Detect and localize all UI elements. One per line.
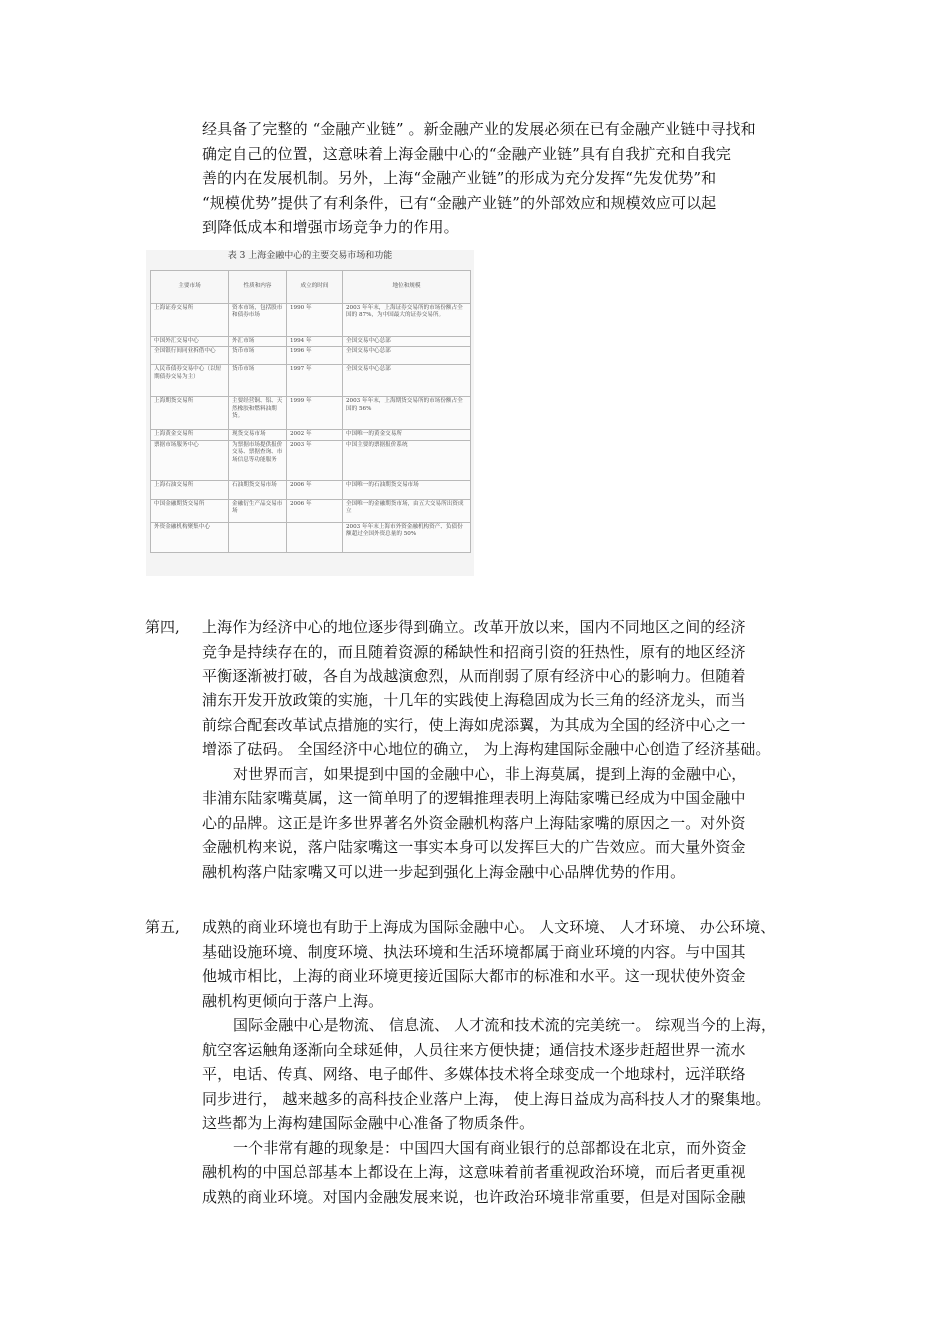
- table-cell: 全国唯一的金融期货市场，由五大交易所出资成立: [343, 499, 471, 522]
- market-table-figure: [146, 250, 474, 576]
- table-row: [151, 480, 471, 499]
- table-cell: 2003 年年末，上海期货交易所的市场份额占全国的 56%: [343, 397, 471, 430]
- text-line: 成熟的商业环境也有助于上海成为国际金融中心。 人文环境、 人才环境、 办公环境、: [202, 918, 776, 936]
- table-cell: 全国交易中心总部: [343, 365, 471, 397]
- table-cell: 上海石油交易所: [151, 480, 229, 499]
- market-table: [150, 270, 471, 553]
- table-header-cell: 性质和内容: [229, 271, 287, 304]
- table-cell: 货币市场: [229, 347, 287, 365]
- text-line: 平，电话、传真、网络、电子邮件、多媒体技术将全球变成一个地球村，远洋联络: [202, 1065, 746, 1083]
- table-cell: 中国唯一的石油期货交易市场: [343, 480, 471, 499]
- table-cell: 上海期货交易所: [151, 397, 229, 430]
- table-cell: 1990 年: [287, 304, 343, 337]
- table-cell: 1999 年: [287, 397, 343, 430]
- table-row: [151, 397, 471, 430]
- text-line: 前综合配套改革试点措施的实行，使上海如虎添翼，为其成为全国的经济中心之一: [202, 716, 746, 734]
- section-label: 第四,: [145, 618, 180, 636]
- text-line: 经具备了完整的 “金融产业链” 。新金融产业的发展必须在已有金融产业链中寻找和: [202, 120, 756, 138]
- text-line: 他城市相比，上海的商业环境更接近国际大都市的标准和水平。这一现状使外资金: [202, 967, 746, 985]
- text-line: 非浦东陆家嘴莫属，这一简单明了的逻辑推理表明上海陆家嘴已经成为中国金融中: [202, 789, 746, 807]
- table-cell: 全国交易中心总部: [343, 337, 471, 347]
- table-row: [151, 499, 471, 522]
- text-line: 国际金融中心是物流、 信息流、 人才流和技术流的完美统一。 综观当今的上海，: [233, 1016, 777, 1034]
- table-cell: 中国金融期货交易所: [151, 499, 229, 522]
- text-line: 融机构更倾向于落户上海。: [202, 992, 384, 1010]
- table-cell: 外汇市场: [229, 337, 287, 347]
- table-cell: 中国主要的票据报价系统: [343, 440, 471, 480]
- table-row: [151, 430, 471, 440]
- table-cell: 1996 年: [287, 347, 343, 365]
- table-cell: [229, 522, 287, 552]
- table-cell: 1994 年: [287, 337, 343, 347]
- table-cell: 货币市场: [229, 365, 287, 397]
- text-line: 一个非常有趣的现象是：中国四大国有商业银行的总部都设在北京，而外资金: [233, 1139, 747, 1157]
- table-row: [151, 347, 471, 365]
- table-cell: 现货交易市场: [229, 430, 287, 440]
- text-line: 这些都为上海构建国际金融中心准备了物质条件。: [202, 1114, 535, 1132]
- section-label: 第五,: [145, 918, 180, 936]
- text-line: 成熟的商业环境。对国内金融发展来说，也许政治环境非常重要，但是对国际金融: [202, 1188, 746, 1206]
- table-cell: 2003 年年末上海市外资金融机构资产、负债份额超过全国外资总量的 50%: [343, 522, 471, 552]
- text-line: 金融机构来说，落户陆家嘴这一事实本身可以发挥巨大的广告效应。而大量外资金: [202, 838, 746, 856]
- table-cell: 中国外汇交易中心: [151, 337, 229, 347]
- text-line: 到降低成本和增强市场竞争力的作用。: [202, 218, 459, 236]
- table-header-cell: 主要市场: [151, 271, 229, 304]
- table-cell: 2002 年: [287, 430, 343, 440]
- table-cell: 1997 年: [287, 365, 343, 397]
- text-line: 融机构的中国总部基本上都设在上海，这意味着前者重视政治环境，而后者更重视: [202, 1163, 746, 1181]
- table-row: [151, 522, 471, 552]
- text-line: 基础设施环境、制度环境、执法环境和生活环境都属于商业环境的内容。与中国其: [202, 943, 746, 961]
- text-line: 竞争是持续存在的，而且随着资源的稀缺性和招商引资的狂热性，原有的地区经济: [202, 643, 746, 661]
- table-cell: [287, 522, 343, 552]
- text-line: 航空客运触角逐渐向全球延伸，人员往来方便快捷；通信技术逐步赶超世界一流水: [202, 1041, 746, 1059]
- text-line: “规模优势”提供了有利条件，已有“金融产业链”的外部效应和规模效应可以起: [202, 194, 717, 212]
- table-cell: 人民币债券交易中心（以短期债券交易为主）: [151, 365, 229, 397]
- text-line: 融机构落户陆家嘴又可以进一步起到强化上海金融中心品牌优势的作用。: [202, 863, 686, 881]
- text-line: 平衡逐渐被打破，各自为战越演愈烈，从而削弱了原有经济中心的影响力。但随着: [202, 667, 746, 685]
- table-cell: 2003 年: [287, 440, 343, 480]
- table-cell: 2006 年: [287, 480, 343, 499]
- table-cell: 中国唯一的黄金交易所: [343, 430, 471, 440]
- table-cell: 2006 年: [287, 499, 343, 522]
- text-line: 增添了砝码。 全国经济中心地位的确立， 为上海构建国际金融中心创造了经济基础。: [202, 740, 771, 758]
- table-row: [151, 337, 471, 347]
- text-line: 心的品牌。这正是许多世界著名外资金融机构落户上海陆家嘴的原因之一。对外资: [202, 814, 746, 832]
- table-row: [151, 440, 471, 480]
- table-cell: 金融衍生产品交易市场: [229, 499, 287, 522]
- table-header-row: [151, 271, 471, 304]
- text-line: 善的内在发展机制。另外，上海“金融产业链”的形成为充分发挥“先发优势”和: [202, 169, 717, 187]
- table-caption: 表 3 上海金融中心的主要交易市场和功能: [227, 251, 393, 261]
- text-line: 同步进行， 越来越多的高科技企业落户上海， 使上海日益成为高科技人才的聚集地。: [202, 1090, 771, 1108]
- table-cell: 2003 年年末，上海证券交易所的市场份额占全国的 87%，为中国最大的证券交易所。: [343, 304, 471, 337]
- table-cell: 主要经营铜、铝、天然橡胶和燃料油期货。: [229, 397, 287, 430]
- table-cell: 石油期货交易市场: [229, 480, 287, 499]
- table-cell: 外资金融机构聚集中心: [151, 522, 229, 552]
- text-line: 确定自己的位置，这意味着上海金融中心的“金融产业链”具有自我扩充和自我完: [202, 145, 731, 163]
- text-line: 浦东开发开放政策的实施，十几年的实践使上海稳固成为长三角的经济龙头，而当: [202, 691, 746, 709]
- table-header-cell: 成立的时间: [287, 271, 343, 304]
- table-cell: 全国银行间同业拆借中心: [151, 347, 229, 365]
- table-row: [151, 365, 471, 397]
- table-cell: 上海证券交易所: [151, 304, 229, 337]
- table-cell: 为票据市场提供报价交易、票据查询、市场信息等功能服务: [229, 440, 287, 480]
- text-line: 对世界而言，如果提到中国的金融中心，非上海莫属，提到上海的金融中心，: [233, 765, 747, 783]
- text-line: 上海作为经济中心的地位逐步得到确立。改革开放以来，国内不同地区之间的经济: [202, 618, 746, 636]
- table-cell: 全国交易中心总部: [343, 347, 471, 365]
- table-cell: 上海黄金交易所: [151, 430, 229, 440]
- table-row: [151, 304, 471, 337]
- table-cell: 票据市场服务中心: [151, 440, 229, 480]
- table-cell: 资本市场，包括股市和债券市场: [229, 304, 287, 337]
- table-header-cell: 地位和规模: [343, 271, 471, 304]
